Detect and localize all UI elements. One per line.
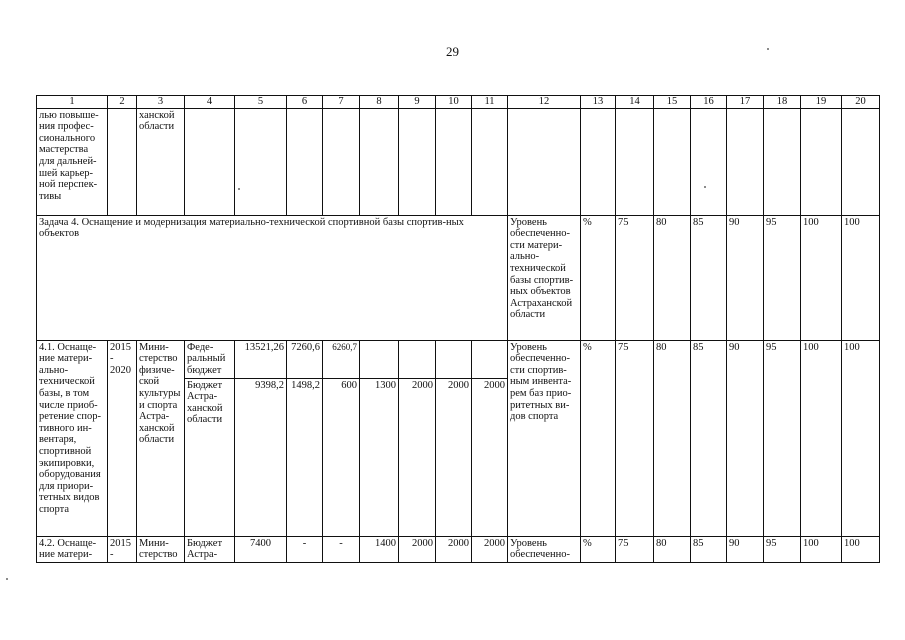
- item41-value: 90: [727, 340, 764, 536]
- empty-cell: [399, 108, 436, 215]
- col-header: 10: [436, 96, 472, 109]
- task4-value: 85: [691, 215, 727, 340]
- item42-value: 75: [616, 536, 654, 562]
- item41-fed-value: 6260,7: [323, 340, 360, 378]
- item42-period: 2015 -: [108, 536, 137, 562]
- empty-cell: [842, 108, 880, 215]
- item41-value: 80: [654, 340, 691, 536]
- task4-value: 90: [727, 215, 764, 340]
- item41-value: 95: [764, 340, 801, 536]
- item42-value: 1400: [360, 536, 399, 562]
- item42-executor: Мини-стерство: [137, 536, 185, 562]
- empty-cell: [360, 108, 399, 215]
- item42-value: 7400: [235, 536, 287, 562]
- col-header: 5: [235, 96, 287, 109]
- scan-speck: [767, 48, 769, 50]
- col-header: 14: [616, 96, 654, 109]
- item41-fed-source: Феде-ральный бюджет: [185, 340, 235, 378]
- col-header: 12: [508, 96, 581, 109]
- col-header: 17: [727, 96, 764, 109]
- item42-unit: %: [581, 536, 616, 562]
- col-header: 15: [654, 96, 691, 109]
- empty-cell: [235, 108, 287, 215]
- task4-unit: %: [581, 215, 616, 340]
- scan-speck: [6, 578, 8, 580]
- continuation-row: [37, 108, 880, 215]
- page-number: 29: [446, 44, 459, 59]
- item41-fed-value: [436, 340, 472, 378]
- empty-cell: [472, 108, 508, 215]
- col-header: 2: [108, 96, 137, 109]
- item42-value: 80: [654, 536, 691, 562]
- item41-executor: Мини-стерство физиче-ской культуры и спорта Астра-ханской области: [137, 340, 185, 536]
- task4-value: 75: [616, 215, 654, 340]
- col-header: 1: [37, 96, 108, 109]
- item42-name: 4.2. Оснаще-ние матери-: [37, 536, 108, 562]
- empty-cell: [764, 108, 801, 215]
- item41-reg-value: 2000: [472, 378, 508, 536]
- item41-fed-value: [360, 340, 399, 378]
- col-header: 8: [360, 96, 399, 109]
- empty-cell: [323, 108, 360, 215]
- empty-cell: [801, 108, 842, 215]
- item42-indicator: Уровень обеспеченно-: [508, 536, 581, 562]
- col-header: 9: [399, 96, 436, 109]
- col-header: 18: [764, 96, 801, 109]
- empty-cell: [108, 108, 137, 215]
- item42-value: 90: [727, 536, 764, 562]
- item42-source: Бюджет Астра-: [185, 536, 235, 562]
- item42-value: 95: [764, 536, 801, 562]
- item42-value: 2000: [436, 536, 472, 562]
- item41-value: 100: [842, 340, 880, 536]
- item41-indicator: Уровень обеспеченно-сти спортив-ным инвента-рем баз прио-ритетных ви-дов спорта: [508, 340, 581, 536]
- empty-cell: [654, 108, 691, 215]
- col-header: 13: [581, 96, 616, 109]
- item42-value: 100: [842, 536, 880, 562]
- col-header: 6: [287, 96, 323, 109]
- empty-cell: [691, 108, 727, 215]
- item41-fed-value: [472, 340, 508, 378]
- item42-value: 85: [691, 536, 727, 562]
- col-header: 19: [801, 96, 842, 109]
- item41-reg-value: 2000: [399, 378, 436, 536]
- task4-value: 100: [842, 215, 880, 340]
- empty-cell: [436, 108, 472, 215]
- item41-reg-value: 1498,2: [287, 378, 323, 536]
- goal-text-cell: лью повыше-ния профес-сионального мастерства для дальней-шей карьер-ной перспек-тивы: [37, 108, 108, 215]
- scan-speck: [704, 186, 706, 188]
- item41-fed-value: 13521,26: [235, 340, 287, 378]
- item42-value: 2000: [399, 536, 436, 562]
- scan-speck: [238, 188, 240, 190]
- task4-row: [37, 215, 880, 340]
- empty-cell: [581, 108, 616, 215]
- item41-reg-value: 1300: [360, 378, 399, 536]
- item41-fed-value: 7260,6: [287, 340, 323, 378]
- empty-cell: [616, 108, 654, 215]
- item41-value: 100: [801, 340, 842, 536]
- item42-value: 2000: [472, 536, 508, 562]
- item41-fed-value: [399, 340, 436, 378]
- task4-value: 100: [801, 215, 842, 340]
- item41-name: 4.1. Оснаще-ние матери-ально-технической базы, в том числе приоб-ретение спор-тивного ин-вентаря, спортивной экипировки, оборудования для приори-тетных видов спорта: [37, 340, 108, 536]
- col-header: 4: [185, 96, 235, 109]
- col-header: 20: [842, 96, 880, 109]
- col-header: 7: [323, 96, 360, 109]
- col-header: 11: [472, 96, 508, 109]
- col-header: 16: [691, 96, 727, 109]
- item41-federal-row: [37, 340, 880, 378]
- task4-value: 80: [654, 215, 691, 340]
- item42-value: -: [323, 536, 360, 562]
- item41-reg-source: Бюджет Астра-ханской области: [185, 378, 235, 536]
- region-text-cell: ханской области: [137, 108, 185, 215]
- task4-title: Задача 4. Оснащение и модернизация материально-технической спортивной базы спортив-ных объектов: [37, 215, 508, 340]
- item42-value: 100: [801, 536, 842, 562]
- task4-indicator: Уровень обеспеченно-сти матери-ально-технической базы спортив-ных объектов Астраханской области: [508, 215, 581, 340]
- item41-reg-value: 600: [323, 378, 360, 536]
- col-header: 3: [137, 96, 185, 109]
- item41-period: 2015 - 2020: [108, 340, 137, 536]
- empty-cell: [508, 108, 581, 215]
- program-table: [36, 95, 880, 563]
- empty-cell: [727, 108, 764, 215]
- column-number-row: [37, 96, 880, 109]
- empty-cell: [287, 108, 323, 215]
- item41-value: 85: [691, 340, 727, 536]
- item41-reg-value: 9398,2: [235, 378, 287, 536]
- empty-cell: [185, 108, 235, 215]
- item42-row: [37, 536, 880, 562]
- item41-reg-value: 2000: [436, 378, 472, 536]
- item41-value: 75: [616, 340, 654, 536]
- task4-value: 95: [764, 215, 801, 340]
- item42-value: -: [287, 536, 323, 562]
- item41-unit: %: [581, 340, 616, 536]
